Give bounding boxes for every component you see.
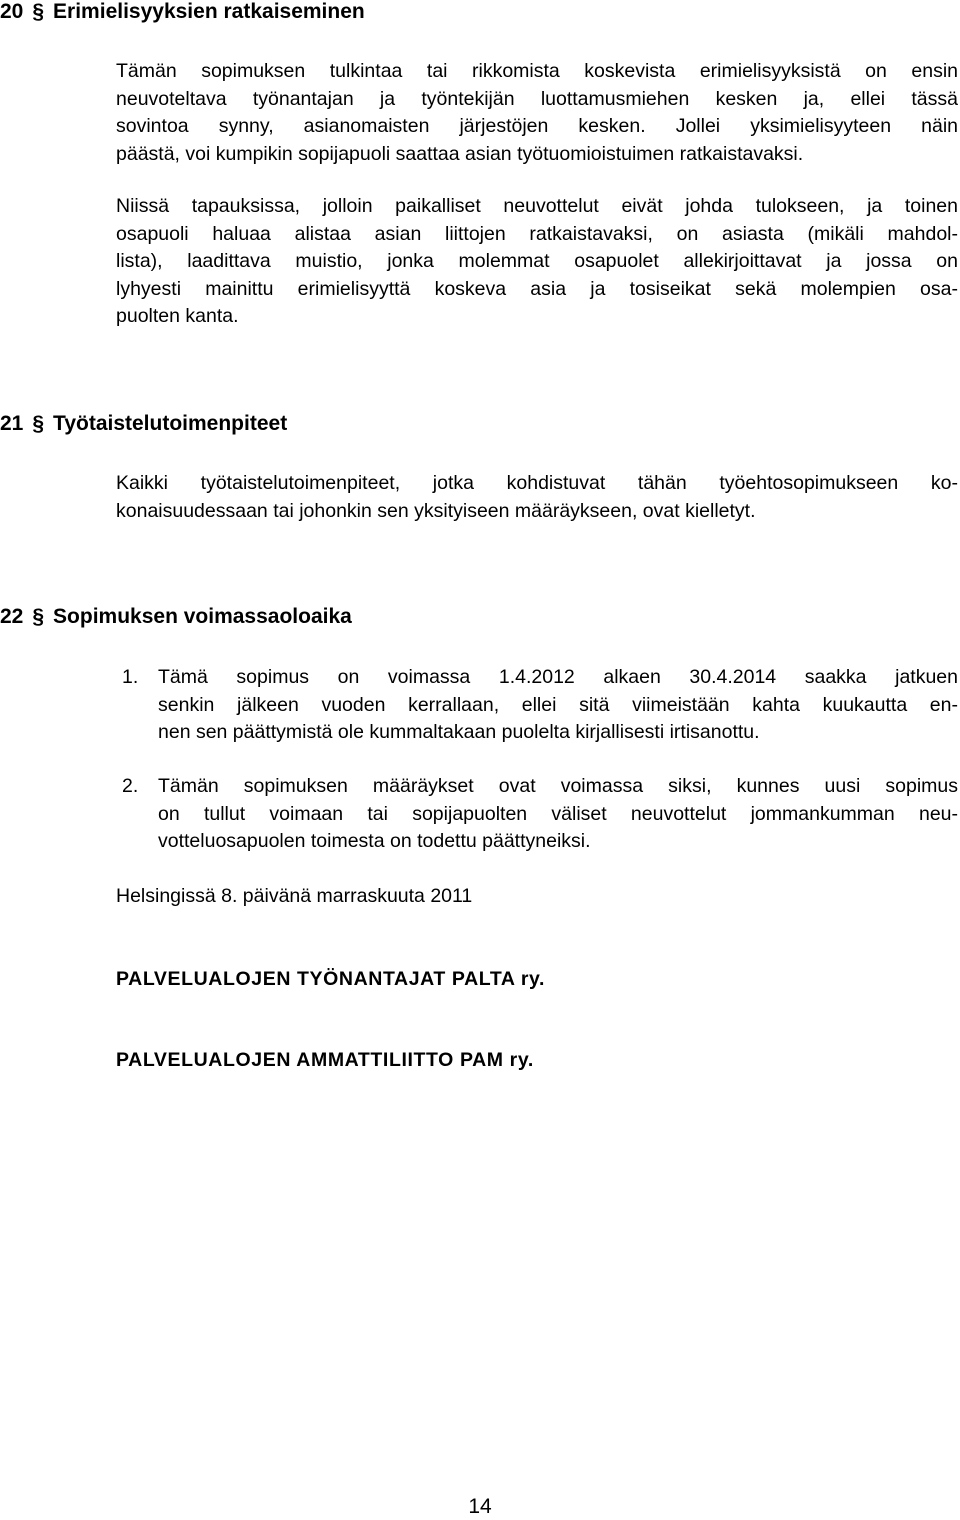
text-line: Niissä tapauksissa, jolloin paikalliset neuvottelut eivät johda tulokseen, ja toinen: [116, 195, 958, 217]
section-20-paragraph-2: [116, 193, 958, 331]
section-symbol: §: [32, 412, 45, 435]
text-line: lyhyesti mainittu erimielisyyttä koskeva asia ja tosiseikat sekä molempien osa-: [116, 277, 958, 300]
list-item-text: [158, 664, 958, 747]
section-heading-20: [0, 0, 365, 25]
text-line: on tullut voimaan tai sopijapuolten väliset neuvottelut jommankumman neu-: [158, 802, 958, 825]
section-20-paragraph-1: [116, 58, 958, 168]
text-line: osapuoli haluaa alistaa asian liittojen ratkaistavaksi, on asiasta (mikäli mahdol-: [116, 222, 958, 245]
page-number: 14: [468, 1495, 492, 1518]
list-item-text: [158, 773, 958, 856]
section-heading-21: [0, 410, 287, 437]
section-21-paragraph-1: [116, 470, 958, 525]
section-heading-22: [0, 603, 352, 630]
list-item-1: [116, 664, 958, 747]
text-line: lista), laadittava muistio, jonka molemmat osapuolet allekirjoittavat ja jossa on: [116, 250, 958, 272]
text-line: päästä, voi kumpikin sopijapuoli saattaa asian työtuomioistuimen ratkaistavaksi.: [116, 142, 804, 165]
signatory-union: PALVELUALOJEN AMMATTILIITTO PAM ry.: [116, 1049, 534, 1071]
section-number: 20: [0, 0, 24, 23]
list-marker: 2.: [122, 775, 139, 797]
list-item-2: [116, 773, 958, 856]
text-line: Tämän sopimuksen tulkintaa tai rikkomista koskevista erimielisyyksistä on ensin: [116, 60, 958, 82]
text-line: neuvoteltava työnantajan ja työntekijän luottamusmiehen kesken ja, ellei tässä: [116, 87, 958, 110]
list-marker: 1.: [122, 666, 139, 688]
text-line: Tämä sopimus on voimassa 1.4.2012 alkaen 30.4.2014 saakka jatkuen: [158, 666, 958, 688]
text-line: puolten kanta.: [116, 305, 239, 327]
section-title: Erimielisyyksien ratkaiseminen: [53, 0, 365, 23]
text-line: senkin jälkeen vuoden kerrallaan, ellei sitä viimeistään kahta kuukautta en-: [158, 693, 958, 716]
section-symbol: §: [32, 0, 45, 23]
text-line: nen sen päättymistä ole kummaltakaan puolelta kirjallisesti irtisanottu.: [158, 721, 760, 743]
section-symbol: §: [32, 605, 45, 628]
section-number: 22: [0, 605, 24, 628]
text-line: konaisuudessaan tai johonkin sen yksityiseen määräykseen, ovat kielletyt.: [116, 499, 756, 522]
section-number: 21: [0, 412, 24, 435]
text-line: Tämän sopimuksen määräykset ovat voimassa siksi, kunnes uusi sopimus: [158, 775, 958, 797]
place-date: Helsingissä 8. päivänä marraskuuta 2011: [116, 885, 473, 907]
text-line: votteluosapuolen toimesta on todettu päättyneiksi.: [158, 830, 591, 852]
text-line: Kaikki työtaistelutoimenpiteet, jotka kohdistuvat tähän työehtosopimukseen ko-: [116, 472, 958, 494]
signatory-employer: PALVELUALOJEN TYÖNANTAJAT PALTA ry.: [116, 968, 546, 990]
section-title: Työtaistelutoimenpiteet: [53, 412, 288, 435]
section-title: Sopimuksen voimassaoloaika: [53, 605, 352, 628]
text-line: sovintoa synny, asianomaisten järjestöjen kesken. Jollei yksimielisyyteen näin: [116, 115, 958, 137]
